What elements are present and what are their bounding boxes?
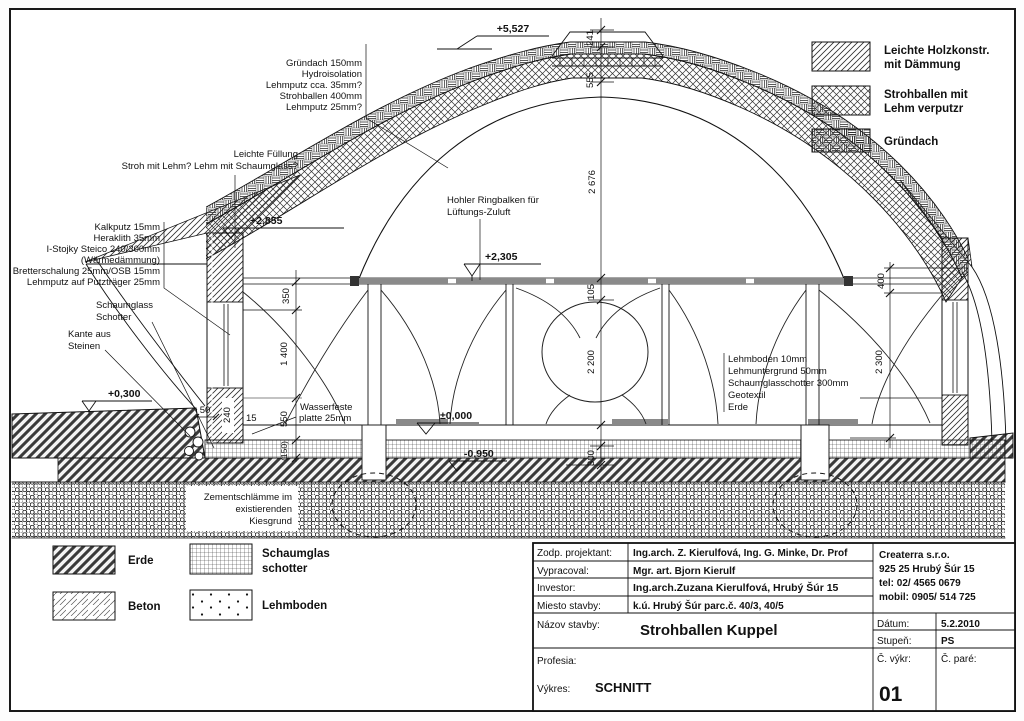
level-foundation: -0,950 <box>464 448 494 460</box>
waterproof-note-line1: Wasserfeste <box>300 402 353 413</box>
ringbeam-note-line2: Lüftungs-Zuluft <box>447 207 511 218</box>
tb-cvykr-label: Č. výkr: <box>877 654 911 665</box>
dim-550: 550 <box>279 411 290 427</box>
roof-buildup-line3: Lehmputz cca. 35mm? <box>265 80 362 91</box>
tb-datum-label: Dátum: <box>877 619 910 630</box>
dim-2300: 2 300 <box>874 350 885 374</box>
level-plinth: +0,300 <box>108 388 141 400</box>
tb-miesto-value: k.ú. Hrubý Šúr parc.č. 40/3, 40/5 <box>633 601 784 612</box>
dim-1400: 1 400 <box>279 342 290 366</box>
dim-555: 555 <box>585 72 596 88</box>
legend-swatch-lehmboden <box>190 590 252 620</box>
roof-buildup-line2: Hydroisolation <box>301 69 362 80</box>
legend-swatch-beton <box>53 592 115 620</box>
tb-company-line3: tel: 02/ 4565 0679 <box>879 578 961 589</box>
stone-edge-note-line1: Kante aus <box>68 329 111 340</box>
legend-swatch-gruendach <box>812 129 870 152</box>
legend-beton-label: Beton <box>128 601 161 613</box>
tb-profesia-label: Profesia: <box>537 656 577 667</box>
tb-nazov-value: Strohballen Kuppel <box>640 622 778 639</box>
roof-buildup-line4: Strohballen 400mm <box>279 91 362 102</box>
level-ceiling: +2,305 <box>485 251 518 263</box>
tb-company-line1: Createrra s.r.o. <box>879 550 950 561</box>
tb-vypracoval-value: Mgr. art. Bjorn Kierulf <box>633 566 736 577</box>
legend-swatch-strohballen <box>812 86 870 115</box>
light-fill-line2: Stroh mit Lehm? Lehm mit Schaumglass? <box>121 161 298 172</box>
dim-300: 300 <box>586 450 597 466</box>
legend-swatch-schaumglas <box>190 544 252 574</box>
wall-buildup-line2: Heraklith 35mm <box>93 233 160 244</box>
legend-holz-label1: Leichte Holzkonstr. <box>884 45 990 57</box>
wall-buildup-line3: I-Stojky Steico 240/300mm <box>46 244 160 255</box>
tb-nazov-label: Názov stavby: <box>537 620 600 631</box>
legend-swatch-holz <box>812 42 870 71</box>
legend-strohballen-label2: Lehm verputzr <box>884 103 964 115</box>
dim-350: 350 <box>281 288 292 304</box>
dim-241: 241 <box>585 30 596 46</box>
wall-buildup-line1: Kalkputz 15mm <box>94 222 160 233</box>
tb-cvykr-value: 01 <box>879 683 903 706</box>
legend-holz-label2: mit Dämmung <box>884 59 961 71</box>
floor-buildup-line4: Geotextil <box>728 390 766 401</box>
tb-datum-value: 5.2.2010 <box>941 619 980 630</box>
floor-buildup-line1: Lehmboden 10mm <box>728 354 808 365</box>
legend-schaumglas-label2: schotter <box>262 563 308 575</box>
legend-lehmboden-label: Lehmboden <box>262 600 328 612</box>
legend-erde-label: Erde <box>128 555 154 567</box>
dim-400: 400 <box>876 273 887 289</box>
dim-2200: 2 200 <box>586 350 597 374</box>
legend-strohballen-label1: Strohballen mit <box>884 89 968 101</box>
tb-projektant-label: Zodp. projektant: <box>537 548 613 559</box>
tb-stupen-value: PS <box>941 636 955 647</box>
dim-240: 240 <box>222 407 233 423</box>
tb-projektant-value: Ing.arch. Z. Kierulfová, Ing. G. Minke, Dr. Prof <box>633 548 848 559</box>
foamglass-note-line2: Schotter <box>96 312 132 323</box>
pier-right <box>801 425 829 480</box>
level-top: +5,527 <box>496 23 530 35</box>
tb-company-line4: mobil: 0905/ 514 725 <box>879 592 976 603</box>
dim-2676: 2 676 <box>587 170 598 194</box>
tb-company-line2: 925 25 Hrubý Šúr 15 <box>879 564 975 575</box>
dim-15: 15 <box>246 413 257 424</box>
cement-note-line1: Zementschlämme im <box>203 492 292 503</box>
tb-vypracoval-label: Vypracoval: <box>537 566 589 577</box>
ringbeam-note-line1: Hohler Ringbalken für <box>447 195 539 206</box>
wall-buildup-line4: (Wärmedämmung) <box>80 255 160 266</box>
floor-buildup-line5: Erde <box>728 402 749 413</box>
cement-note-line2: existierenden <box>235 504 292 515</box>
legend-schaumglas-label1: Schaumglas <box>262 548 330 560</box>
stone-edge-note-line2: Steinen <box>68 341 101 352</box>
level-eave: +2,855 <box>250 215 283 227</box>
tb-cpare-label: Č. paré: <box>941 654 977 665</box>
floor-buildup-line2: Lehmuntergrund 50mm <box>728 366 827 377</box>
legend-gruendach-label: Gründach <box>884 136 939 148</box>
tb-vykres-value: SCHNITT <box>595 680 652 695</box>
wall-buildup-line6: Lehmputz auf Putzträger 25mm <box>26 277 160 288</box>
cement-note-line3: Kiesgrund <box>249 516 292 527</box>
tb-investor-value: Ing.arch.Zuzana Kierulfová, Hrubý Šúr 15 <box>633 582 839 594</box>
title-block <box>533 543 1015 711</box>
foamglass-note-line1: Schaumglass <box>96 300 154 311</box>
gravel-layer <box>12 482 1005 538</box>
tb-miesto-label: Miesto stavby: <box>537 601 601 612</box>
waterproof-note-line2: platte 25mm <box>299 413 352 424</box>
dim-50: 50 <box>199 405 211 416</box>
tb-stupen-label: Stupeň: <box>877 636 912 647</box>
tb-investor-label: Investor: <box>537 583 576 594</box>
roof-buildup-line5: Lehmputz 25mm? <box>285 102 362 113</box>
roof-buildup-line1: Gründach 150mm <box>285 58 362 69</box>
wall-buildup-line5: Bretterschalung 25mm/OSB 15mm <box>12 266 160 277</box>
light-fill-line1: Leichte Füllung <box>233 149 298 160</box>
tb-vykres-label: Výkres: <box>537 684 571 695</box>
dim-150: (150) <box>279 441 289 461</box>
floor-buildup-line3: Schaumglasschotter 300mm <box>728 378 849 389</box>
legend-swatch-erde <box>53 546 115 574</box>
terrain-left <box>12 408 205 458</box>
level-floor: ±0,000 <box>440 410 473 422</box>
pier-left <box>362 425 386 480</box>
earth-band <box>58 458 1005 482</box>
dim-105: 105 <box>586 284 597 300</box>
